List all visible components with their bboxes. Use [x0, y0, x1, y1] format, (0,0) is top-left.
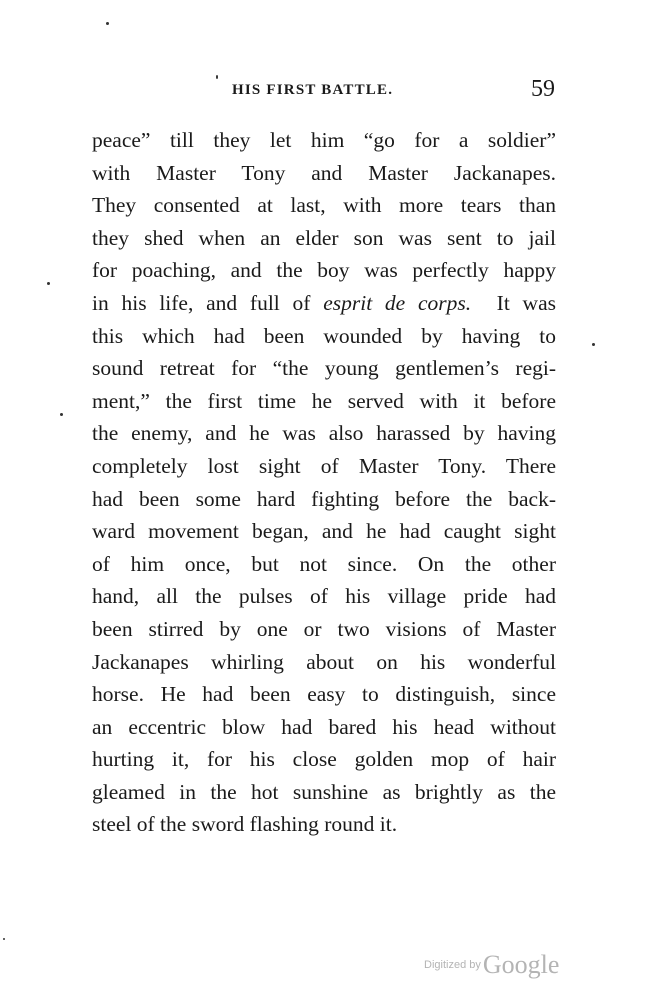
google-logo: Google — [482, 950, 560, 979]
ink-speck — [106, 22, 109, 25]
text-line: the enemy, and he was also harassed by having — [92, 421, 556, 446]
ink-speck — [3, 938, 5, 940]
text-line — [92, 287, 556, 320]
text-line: been stirred by one or two visions of Master — [92, 616, 556, 641]
ink-speck — [592, 343, 595, 346]
text-line: ment,” the first time he served with it before — [92, 388, 556, 413]
text-line: They consented at last, with more tears than — [92, 193, 556, 218]
text-segment: It was — [471, 290, 556, 315]
text-segment: in his life, and full of — [92, 290, 324, 315]
text-line: had been some hard fighting before the back- — [92, 486, 556, 511]
text-line: hurting it, for his close golden mop of hair — [92, 747, 556, 772]
text-line: horse. He had been easy to distinguish, since — [92, 682, 556, 707]
text-line: steel of the sword flashing round it. — [92, 812, 398, 837]
text-line: gleamed in the hot sunshine as brightly as the — [92, 779, 556, 804]
google-watermark — [424, 950, 559, 980]
text-line: sound retreat for “the young gentlemen’s regi- — [92, 356, 556, 381]
italic-phrase: esprit de corps. — [323, 290, 472, 315]
text-line: with Master Tony and Master Jackanapes. — [92, 160, 556, 185]
ink-speck — [60, 413, 63, 416]
watermark-prefix: Digitized by — [424, 959, 481, 971]
text-line: for poaching, and the boy was perfectly happy — [92, 258, 556, 283]
ink-speck — [216, 75, 218, 79]
text-line: Jackanapes whirling about on his wonderful — [92, 649, 556, 674]
text-line: hand, all the pulses of his village pride had — [92, 584, 556, 609]
text-line: completely lost sight of Master Tony. There — [92, 453, 556, 478]
page-number: 59 — [531, 76, 555, 102]
text-line: an eccentric blow had bared his head without — [92, 714, 556, 739]
text-line: this which had been wounded by having to — [92, 323, 556, 348]
running-head: HIS FIRST BATTLE. — [232, 82, 394, 98]
body-text — [92, 124, 556, 841]
text-line: of him once, but not since. On the other — [92, 551, 556, 576]
text-line: ward movement began, and he had caught sight — [92, 519, 556, 544]
ink-speck — [47, 282, 50, 285]
text-line: peace” till they let him “go for a soldier” — [92, 128, 556, 152]
text-line: they shed when an elder son was sent to jail — [92, 225, 556, 250]
